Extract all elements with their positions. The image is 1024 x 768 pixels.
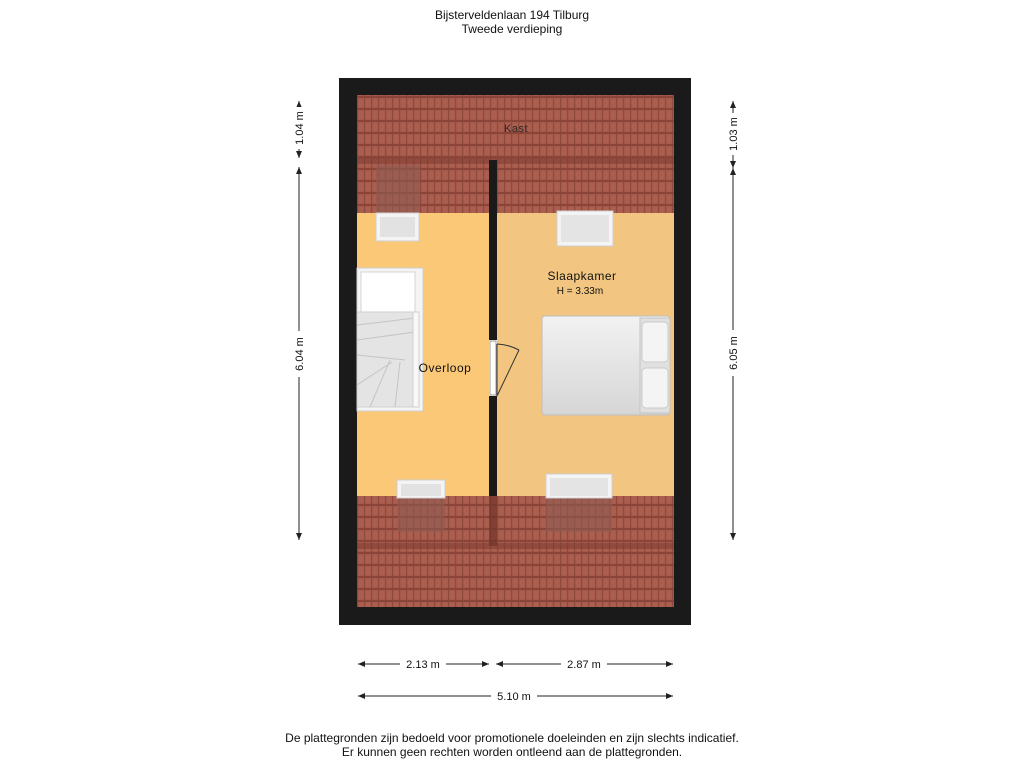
dim-label-left-main: 6.04 m: [294, 337, 306, 371]
skylight-slaapkamer-top: [557, 211, 613, 246]
disclaimer-line-1: De plattegronden zijn bedoeld voor promotionele doeleinden en zijn slechts indicatief.: [285, 731, 739, 745]
staircase: [357, 268, 423, 411]
skylight-overloop-bottom: [397, 480, 445, 498]
roof-eave-line-bottom: [357, 543, 674, 549]
skylight-slaapkamer-bottom: [546, 474, 612, 498]
plan-address-title: Bijsterveldenlaan 194 Tilburg: [434, 8, 590, 22]
dormer-shadow-left-bottom: [397, 496, 445, 532]
dim-label-right-top: 1.03 m: [728, 117, 740, 151]
dim-label-bottom-left: 2.13 m: [406, 659, 440, 671]
plan-floor-title: Tweede verdieping: [461, 22, 563, 36]
skylight-overloop-top: [376, 213, 419, 241]
interior-wall-roof: [489, 496, 497, 546]
dim-label-bottom-total: 5.10 m: [497, 691, 531, 703]
dim-label-bottom-right: 2.87 m: [567, 659, 601, 671]
room-label-slaapkamer: Slaapkamer: [547, 269, 617, 283]
dim-label-left-top: 1.04 m: [294, 111, 306, 145]
disclaimer-line-2: Er kunnen geen rechten worden ontleend aan de plattegronden.: [341, 745, 683, 759]
dormer-shadow-right-bottom: [546, 496, 612, 532]
room-label-kast: Kast: [503, 123, 529, 135]
room-label-overloop: Overloop: [418, 361, 472, 375]
dim-label-right-main: 6.05 m: [728, 336, 740, 370]
double-bed: [542, 316, 670, 415]
dormer-shadow-left-top: [376, 165, 420, 213]
roof-eave-line: [357, 158, 674, 164]
room-height-slaapkamer: H = 3.33m: [556, 286, 604, 297]
interior-wall: [489, 160, 497, 496]
